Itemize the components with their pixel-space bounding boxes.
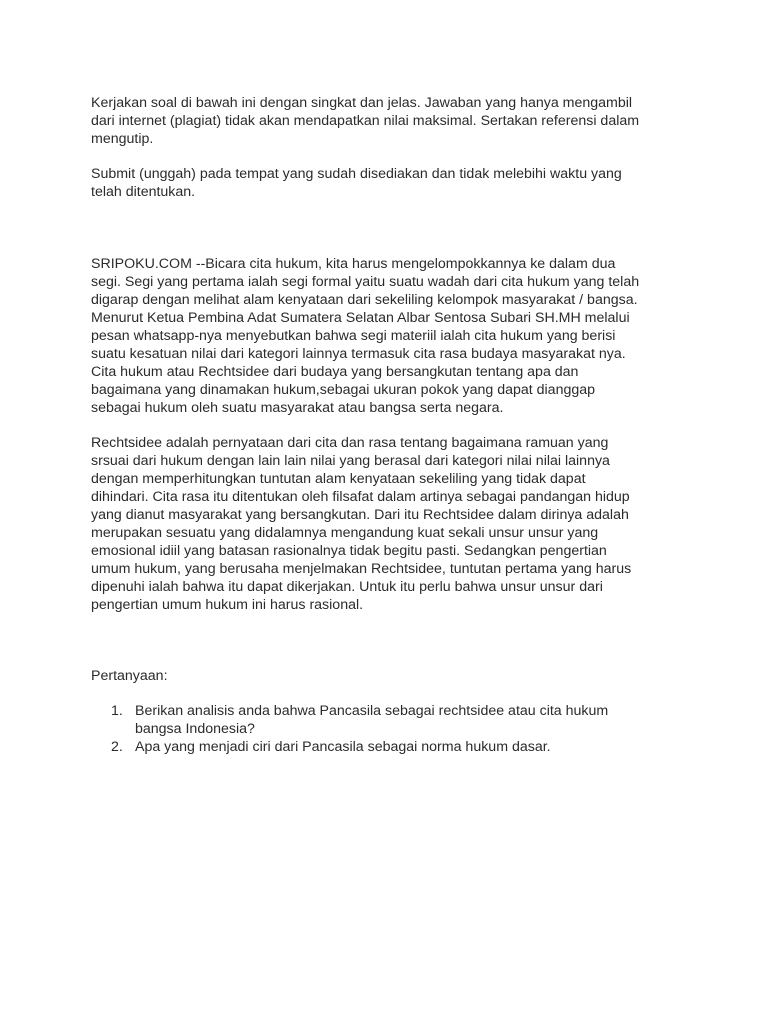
instructions-paragraph-2 <box>91 165 691 201</box>
text-line: bagaimana yang dinamakan hukum,sebagai ukuran pokok yang dapat dianggap <box>91 382 596 398</box>
text-line: dengan memperhitungkan tuntutan alam kenyataan sekeliling yang tidak dapat <box>91 471 586 487</box>
text-line: SRIPOKU.COM --Bicara cita hukum, kita harus mengelompokkannya ke dalam dua <box>91 256 616 272</box>
instructions-paragraph-1 <box>91 94 691 148</box>
question-item-2 <box>91 738 691 756</box>
article-paragraph-1 <box>91 255 691 417</box>
text-line: Rechtsidee adalah pernyataan dari cita dan rasa tentang bagaimana ramuan yang <box>91 435 609 451</box>
text-line: digarap dengan melihat alam kenyataan dari sekeliling kelompok masyarakat / bangsa. <box>91 292 638 308</box>
questions-heading: Pertanyaan: <box>91 668 168 684</box>
text-line: Apa yang menjadi ciri dari Pancasila sebagai norma hukum dasar. <box>135 739 551 755</box>
text-line: srsuai dari hukum dengan lain lain nilai yang berasal dari kategori nilai nilai lainnya <box>91 453 610 469</box>
text-line: dipenuhi ialah bahwa itu dapat dikerjakan. Untuk itu perlu bahwa unsur unsur dari <box>91 579 603 595</box>
text-line: dari internet (plagiat) tidak akan mendapatkan nilai maksimal. Sertakan referensi dalam <box>91 113 640 129</box>
text-line: merupakan sesuatu yang didalamnya mengandung kuat sekali unsur unsur yang <box>91 525 599 541</box>
text-line: yang dianut masyarakat yang bersangkutan. Dari itu Rechtsidee dalam dirinya adalah <box>91 507 629 523</box>
text-line: Berikan analisis anda bahwa Pancasila sebagai rechtsidee atau cita hukum <box>135 703 609 719</box>
text-line: mengutip. <box>91 131 154 147</box>
text-line: telah ditentukan. <box>91 184 196 200</box>
text-line: sebagai hukum oleh suatu masyarakat atau bangsa serta negara. <box>91 400 504 416</box>
text-line: bangsa Indonesia? <box>135 721 255 737</box>
question-item-1 <box>91 702 691 738</box>
text-line: emosional idiil yang batasan rasionalnya tidak begitu pasti. Sedangkan pengertian <box>91 543 607 559</box>
article-paragraph-2 <box>91 434 691 614</box>
text-line: pesan whatsapp-nya menyebutkan bahwa segi materiil ialah cita hukum yang berisi <box>91 328 616 344</box>
text-line: Menurut Ketua Pembina Adat Sumatera Selatan Albar Sentosa Subari SH.MH melalui <box>91 310 630 326</box>
text-line: dihindari. Cita rasa itu ditentukan oleh filsafat dalam artinya sebagai pandangan hidup <box>91 489 630 505</box>
question-number: 2. <box>111 739 123 755</box>
question-number: 1. <box>111 703 123 719</box>
text-line: Kerjakan soal di bawah ini dengan singkat dan jelas. Jawaban yang hanya mengambil <box>91 95 633 111</box>
text-line: suatu kesatuan nilai dari kategori lainnya termasuk cita rasa budaya masyarakat nya. <box>91 346 626 362</box>
text-line: segi. Segi yang pertama ialah segi formal yaitu suatu wadah dari cita hukum yang telah <box>91 274 640 290</box>
text-line: Submit (unggah) pada tempat yang sudah disediakan dan tidak melebihi waktu yang <box>91 166 622 182</box>
text-line: pengertian umum hukum ini harus rasional. <box>91 597 364 613</box>
text-line: Cita hukum atau Rechtsidee dari budaya yang bersangkutan tentang apa dan <box>91 364 579 380</box>
text-line: umum hukum, yang berusaha menjelmakan Rechtsidee, tuntutan pertama yang harus <box>91 561 632 577</box>
questions-list <box>91 702 691 756</box>
